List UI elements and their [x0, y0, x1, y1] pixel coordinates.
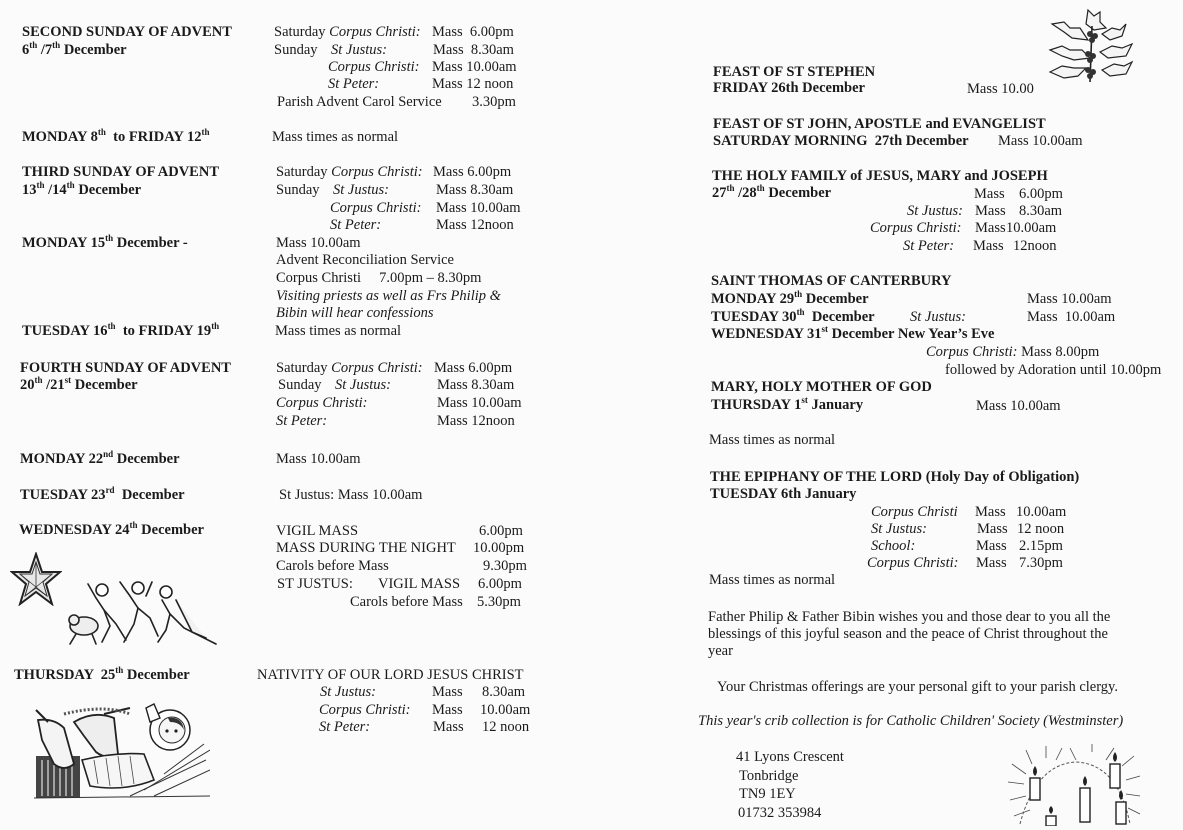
schedule-mass: Mass — [977, 521, 1008, 537]
second-advent-title: SECOND SUNDAY OF ADVENT — [22, 24, 232, 40]
schedule-time: 12noon — [1013, 238, 1057, 254]
fourth-advent-date: 20th /21st December — [20, 375, 138, 393]
wed24-label: VIGIL MASS — [276, 523, 359, 539]
wed24-time: 10.00pm — [473, 540, 525, 556]
mass-times-normal: Mass times as normal — [709, 432, 836, 448]
schedule-church: St Justus: — [907, 203, 963, 219]
schedule-church: Corpus Christi: — [867, 555, 959, 571]
address-line: 41 Lyons Crescent — [736, 749, 844, 765]
stephen-date: FRIDAY 26th December — [713, 80, 865, 96]
schedule-time: 8.30am — [482, 684, 526, 700]
wed24-label: MASS DURING THE NIGHT — [276, 540, 456, 556]
carols-time: 5.30pm — [477, 594, 521, 610]
holy-family-date: 27th /28th December — [712, 183, 832, 201]
schedule-church: St Justus: — [871, 521, 927, 537]
offerings-note: Your Christmas offerings are your personal gift to your parish clergy. — [717, 679, 1118, 695]
mon22-text: Mass 10.00am — [276, 451, 361, 467]
holly-illustration — [1046, 6, 1136, 84]
greeting-line: Father Philip & Father Bibin wishes you and those dear to you all the — [708, 609, 1111, 625]
schedule-day: Sunday — [276, 182, 320, 198]
shepherds-illustration — [66, 580, 222, 648]
mon15-heading: MONDAY 15th December - — [22, 233, 188, 251]
fourth-advent-title: FOURTH SUNDAY OF ADVENT — [20, 360, 231, 376]
schedule-church: St Justus: — [320, 684, 376, 700]
schedule-time: 7.30pm — [1019, 555, 1063, 571]
stephen-title: FEAST OF ST STEPHEN — [713, 64, 876, 80]
schedule-mass: Mass — [975, 220, 1006, 236]
mon8-heading: MONDAY 8th to FRIDAY 12th — [22, 127, 210, 145]
thomas-tuesday-church: St Justus: — [910, 309, 966, 325]
schedule-mass: Mass — [976, 538, 1007, 554]
schedule-time: 10.00am — [480, 702, 531, 718]
schedule-day: Sunday — [278, 377, 322, 393]
schedule-church: St Peter: — [276, 413, 328, 429]
schedule-mass: Mass — [976, 555, 1007, 571]
thomas-wednesday: WEDNESDAY 31st December New Year’s Eve — [711, 324, 995, 342]
mon15-note: Visiting priests as well as Frs Philip & — [276, 288, 501, 304]
mon8-text: Mass times as normal — [272, 129, 399, 145]
carols-label: Carols before Mass — [350, 594, 463, 610]
mary-time: Mass 10.00am — [976, 398, 1061, 414]
schedule-mass: Mass — [433, 719, 464, 735]
schedule-time: Mass 10.00am — [432, 59, 517, 75]
schedule-time: Mass 8.30am — [436, 182, 514, 198]
schedule-church: St Justus: — [331, 42, 387, 58]
wed24-label: Carols before Mass — [276, 558, 389, 574]
schedule-time: Mass 6.00pm — [434, 360, 513, 376]
john-time: Mass 10.00am — [998, 133, 1083, 149]
mon15-line: Mass 10.00am — [276, 235, 361, 251]
schedule-time: Mass 6.00pm — [433, 164, 512, 180]
schedule-row: Saturday Corpus Christi: — [274, 24, 421, 40]
schedule-row: Saturday Corpus Christi: — [276, 360, 423, 376]
wed24-time: 6.00pm — [479, 523, 523, 539]
schedule-time: Mass 10.00am — [436, 200, 521, 216]
tue16-text: Mass times as normal — [275, 323, 402, 339]
mass-times-normal: Mass times as normal — [709, 572, 836, 588]
address-line: TN9 1EY — [739, 786, 796, 802]
stephen-time: Mass 10.00 — [967, 81, 1034, 97]
schedule-time: Mass 12noon — [437, 413, 515, 429]
schedule-church: Corpus Christi: — [319, 702, 411, 718]
third-advent-date: 13th /14th December — [22, 180, 142, 198]
schedule-time: Mass 12 noon — [432, 76, 514, 92]
schedule-church: St Justus: — [335, 377, 391, 393]
schedule-church: St Peter: — [319, 719, 371, 735]
schedule-day: Sunday — [274, 42, 318, 58]
carol-service: Parish Advent Carol Service — [277, 94, 442, 110]
schedule-mass: Mass — [973, 238, 1004, 254]
schedule-time: Mass 12noon — [436, 217, 514, 233]
john-date: SATURDAY MORNING 27th December — [713, 133, 969, 149]
wed24-time: 9.30pm — [483, 558, 527, 574]
address-line: Tonbridge — [739, 768, 799, 784]
schedule-church: St Peter: — [328, 76, 380, 92]
third-advent-title: THIRD SUNDAY OF ADVENT — [22, 164, 219, 180]
second-advent-date: 6th /7th December — [22, 40, 127, 58]
thomas-monday-time: Mass 10.00am — [1027, 291, 1112, 307]
star-illustration — [10, 552, 62, 606]
thomas-wednesday-row: Corpus Christi: Mass 8.00pm — [926, 344, 1100, 360]
epiphany-date: TUESDAY 6th January — [710, 486, 857, 502]
mon15-note: Bibin will hear confessions — [276, 305, 434, 321]
mary-date: THURSDAY 1st January — [711, 395, 864, 413]
schedule-church: Corpus Christi: — [328, 59, 420, 75]
schedule-church: St Justus: — [333, 182, 389, 198]
tue16-heading: TUESDAY 16th to FRIDAY 19th — [22, 321, 220, 339]
schedule-time: 12 noon — [1017, 521, 1065, 537]
tue23-heading: TUESDAY 23rd December — [20, 485, 185, 503]
mon15-line: Corpus Christi 7.00pm – 8.30pm — [276, 270, 482, 286]
schedule-church: St Peter: — [330, 217, 382, 233]
thomas-tuesday-time: Mass 10.00am — [1027, 309, 1116, 325]
vigil-label: VIGIL MASS — [378, 576, 461, 592]
schedule-time: 10.00am — [1006, 220, 1057, 236]
schedule-church: Corpus Christi — [871, 504, 958, 520]
greeting-line: blessings of this joyful season and the peace of Christ throughout the — [708, 626, 1108, 642]
schedule-church: Corpus Christi: — [276, 395, 368, 411]
thu25-heading: THURSDAY 25th December — [14, 665, 190, 683]
schedule-time: 12 noon — [482, 719, 530, 735]
thomas-title: SAINT THOMAS OF CANTERBURY — [711, 273, 952, 289]
phone-number: 01732 353984 — [738, 805, 822, 821]
schedule-church: St Peter: — [903, 238, 955, 254]
schedule-time: 6.00pm — [1019, 186, 1063, 202]
schedule-mass: Mass — [432, 684, 463, 700]
wed24-heading: WEDNESDAY 24th December — [19, 520, 204, 538]
schedule-mass: Mass — [432, 702, 463, 718]
mary-title: MARY, HOLY MOTHER OF GOD — [711, 379, 932, 395]
nativity-heading: NATIVITY OF OUR LORD JESUS CHRIST — [257, 667, 524, 683]
schedule-mass: Mass — [975, 203, 1006, 219]
holy-family-title: THE HOLY FAMILY of JESUS, MARY and JOSEPH — [712, 168, 1048, 184]
epiphany-title: THE EPIPHANY OF THE LORD (Holy Day of Obligation) — [710, 469, 1080, 485]
schedule-time: 2.15pm — [1019, 538, 1063, 554]
schedule-time: 10.00am — [1016, 504, 1067, 520]
thomas-monday: MONDAY 29th December — [711, 289, 869, 307]
schedule-time: Mass 10.00am — [437, 395, 522, 411]
mon22-heading: MONDAY 22nd December — [20, 449, 180, 467]
mon15-line: Advent Reconciliation Service — [276, 252, 454, 268]
schedule-row: Saturday Corpus Christi: — [276, 164, 423, 180]
carol-time: 3.30pm — [472, 94, 516, 110]
greeting-line: year — [708, 643, 733, 659]
schedule-church: Corpus Christi: — [870, 220, 962, 236]
john-title: FEAST OF ST JOHN, APOSTLE and EVANGELIST — [713, 116, 1046, 132]
tue23-text: St Justus: Mass 10.00am — [279, 487, 423, 503]
adoration-note: followed by Adoration until 10.00pm — [945, 362, 1162, 378]
crib-collection-note: This year's crib collection is for Catholic Children' Society (Westminster) — [698, 713, 1124, 729]
schedule-time: Mass 6.00pm — [432, 24, 514, 40]
schedule-church: School: — [871, 538, 916, 554]
st-justus-label: ST JUSTUS: — [277, 576, 353, 592]
schedule-mass: Mass — [974, 186, 1005, 202]
candles-illustration — [1006, 744, 1142, 826]
schedule-church: Corpus Christi: — [330, 200, 422, 216]
schedule-time: Mass 8.30am — [437, 377, 515, 393]
schedule-time: 8.30am — [1019, 203, 1063, 219]
schedule-time: Mass 8.30am — [433, 42, 514, 58]
nativity-illustration — [34, 700, 210, 800]
vigil-time: 6.00pm — [478, 576, 522, 592]
schedule-mass: Mass — [975, 504, 1006, 520]
thomas-tuesday: TUESDAY 30th December — [711, 307, 875, 325]
